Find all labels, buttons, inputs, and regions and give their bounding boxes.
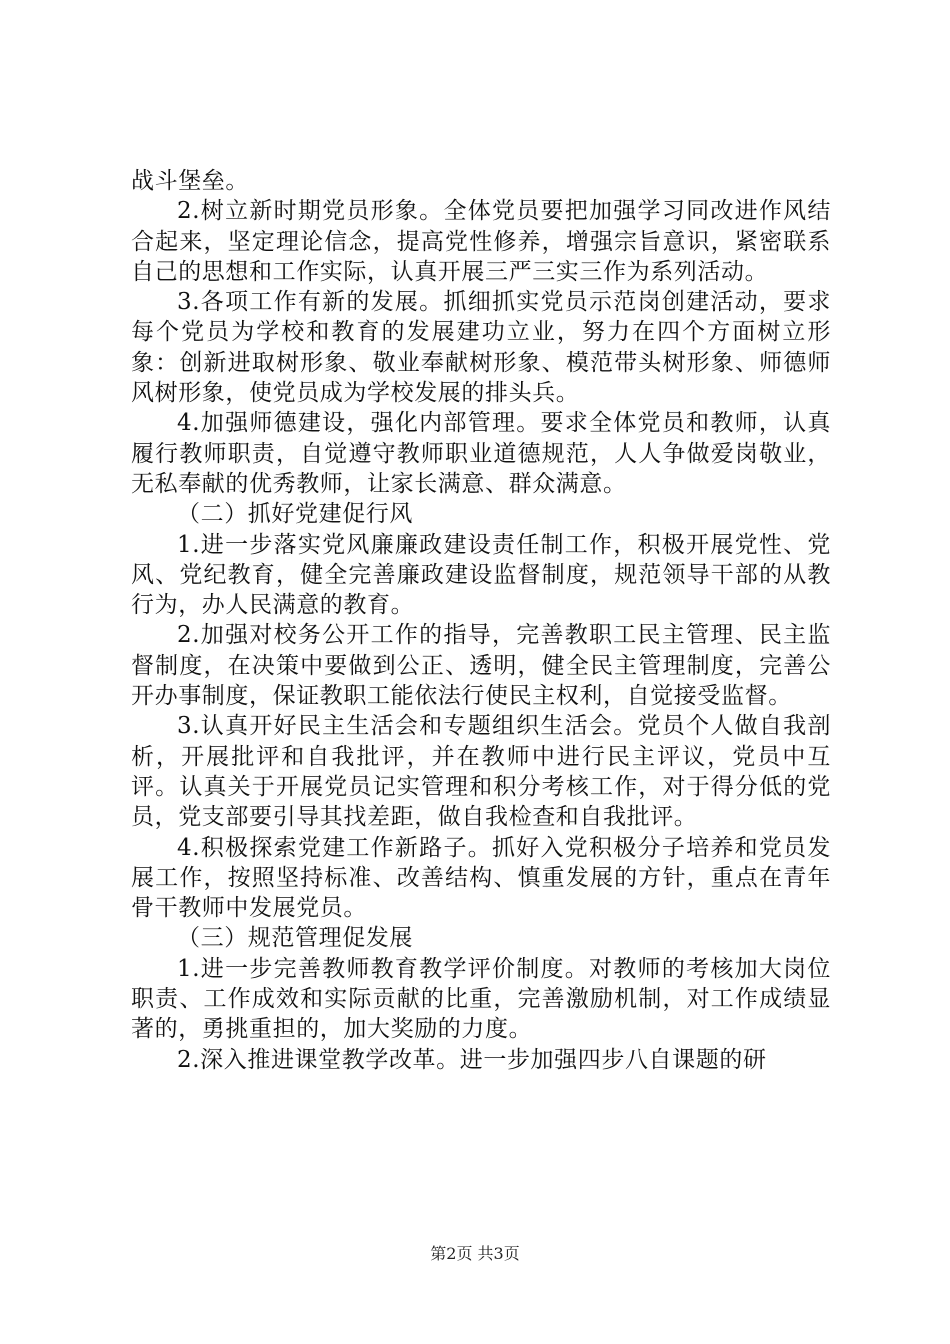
paragraph-item: 2.深入推进课堂教学改革。进一步加强四步八自课题的研 — [177, 1046, 767, 1073]
paragraph-item: 1.进一步完善教师教育教学评价制度。对教师的考核加大岗位职责、工作成效和实际贡献的比重，完善激励机制，对工作成绩显著的，勇挑重担的，加大奖励的力度。 — [131, 955, 831, 1043]
paragraph-item: 3.认真开好民主生活会和专题组织生活会。党员个人做自我剖析，开展批评和自我批评，并在教师中进行民主评议，党员中互评。认真关于开展党员记实管理和积分考核工作，对于得分低的党员，党支部要引导其找差距，做自我检查和自我批评。 — [131, 713, 831, 831]
paragraph-item: 2.加强对校务公开工作的指导，完善教职工民主管理、民主监督制度，在决策中要做到公正、透明，健全民主管理制度，完善公开办事制度，保证教职工能依法行使民主权利，自觉接受监督。 — [131, 622, 831, 710]
paragraph-item: 3.各项工作有新的发展。抓细抓实党员示范岗创建活动，要求每个党员为学校和教育的发展建功立业，努力在四个方面树立形象：创新进取树形象、敬业奉献树形象、模范带头树形象、师德师风树形象，使党员成为学校发展的排头兵。 — [131, 289, 831, 407]
section-heading: （二）抓好党建促行风 — [177, 501, 413, 528]
section-heading: （三）规范管理促发展 — [177, 925, 413, 952]
document-body — [131, 166, 831, 1075]
paragraph-item: 2.树立新时期党员形象。全体党员要把加强学习同改进作风结合起来，坚定理论信念，提高党性修养，增强宗旨意识，紧密联系自己的思想和工作实际，认真开展三严三实三作为系列活动。 — [131, 198, 831, 285]
page-number-label: 第2页 共3页 — [430, 1244, 520, 1263]
paragraph-continuation: 战斗堡垒。 — [131, 168, 249, 194]
paragraph-item: 4.积极探索党建工作新路子。抓好入党积极分子培养和党员发展工作，按照坚持标准、改善结构、慎重发展的方针，重点在青年骨干教师中发展党员。 — [131, 834, 831, 922]
page-footer — [0, 1244, 950, 1264]
paragraph-item: 4.加强师德建设，强化内部管理。要求全体党员和教师，认真履行教师职责，自觉遵守教师职业道德规范，人人争做爱岗敬业，无私奉献的优秀教师，让家长满意、群众满意。 — [131, 410, 831, 497]
paragraph-item: 1.进一步落实党风廉廉政建设责任制工作，积极开展党性、党风、党纪教育，健全完善廉政建设监督制度，规范领导干部的从教行为，办人民满意的教育。 — [131, 531, 831, 619]
